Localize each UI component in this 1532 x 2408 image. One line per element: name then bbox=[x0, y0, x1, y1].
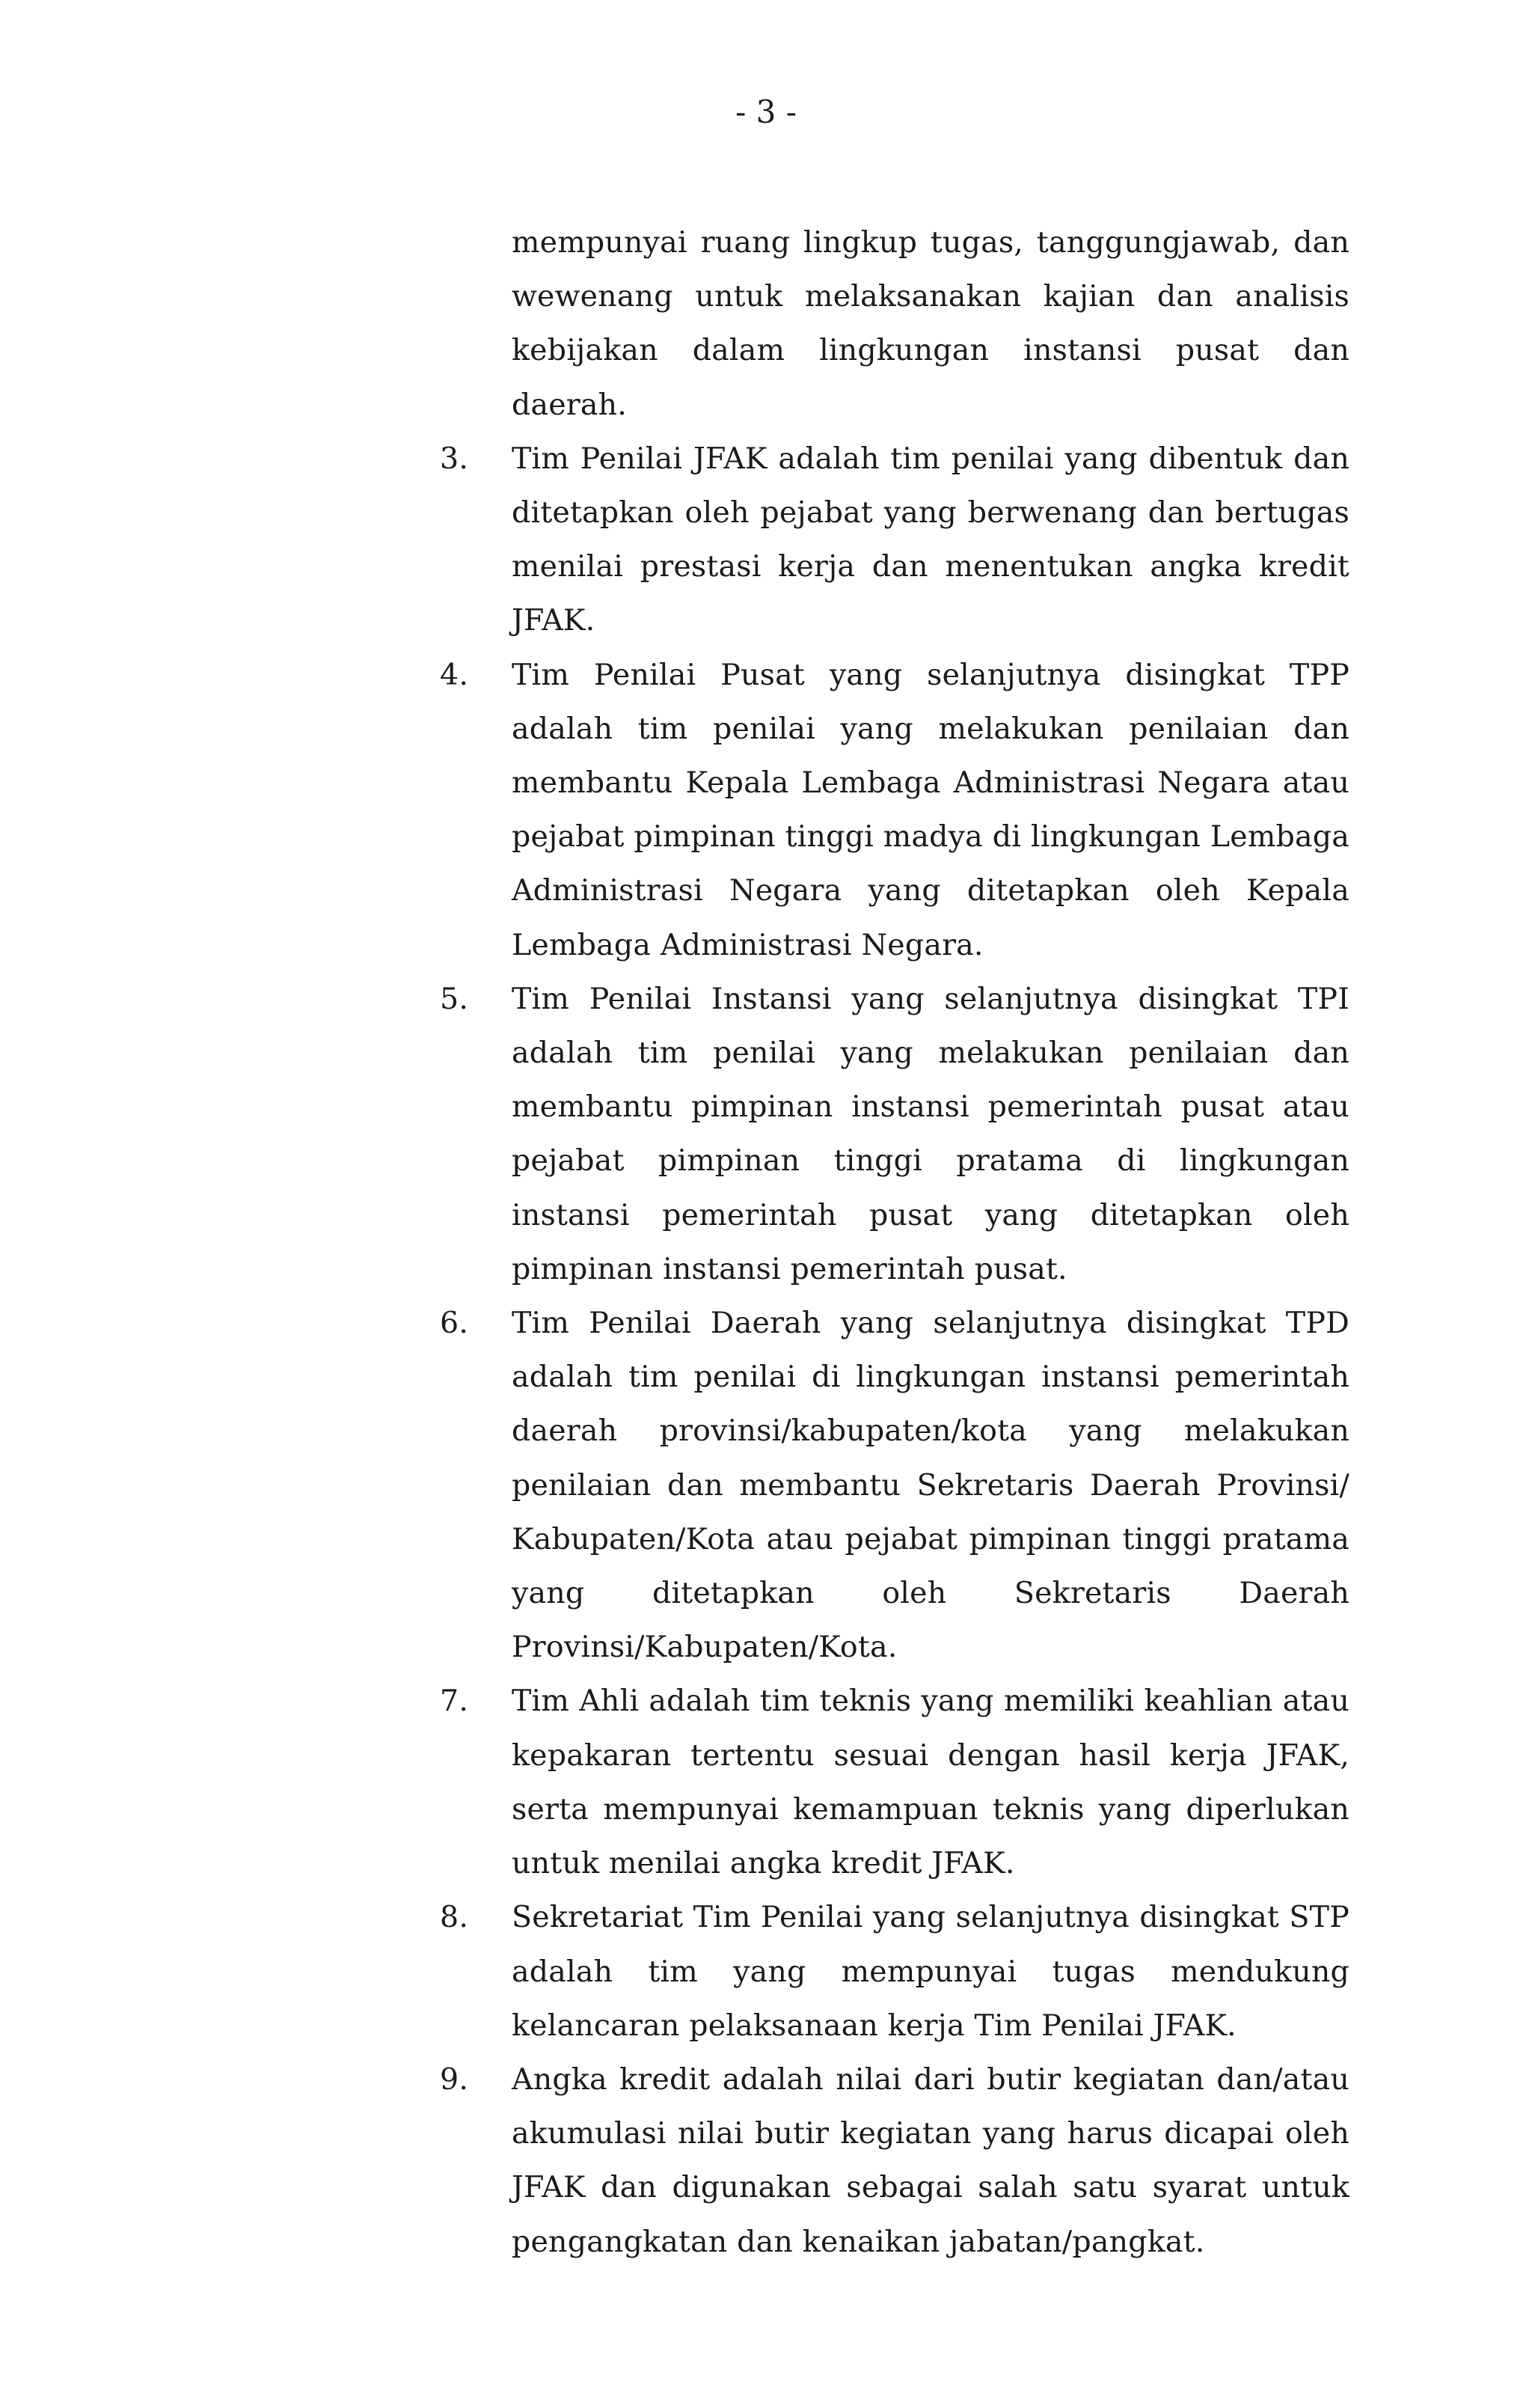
page-number: - 3 - bbox=[735, 94, 797, 130]
item-text: Tim Penilai Pusat yang selanjutnya disingkat TPP adalah tim penilai yang melakukan penilaian dan membantu Kepala Lembaga Administrasi Negara atau pejabat pimpinan tinggi madya di lingkungan Lembaga Administrasi Negara yang ditetapkan oleh Kepala Lembaga Administrasi Negara. bbox=[512, 657, 1349, 962]
item-text: Angka kredit adalah nilai dari butir kegiatan dan/atau akumulasi nilai butir kegiatan yang harus dicapai oleh JFAK dan digunakan sebagai salah satu syarat untuk pengangkatan dan kenaikan jabatan/pangkat. bbox=[512, 2062, 1349, 2259]
list-item bbox=[440, 648, 1349, 972]
item-number: 3. bbox=[440, 441, 469, 476]
definitions-list bbox=[440, 216, 1349, 2269]
list-item bbox=[440, 432, 1349, 648]
item-number: 7. bbox=[440, 1684, 469, 1719]
list-item bbox=[440, 1674, 1349, 1890]
item-text: Tim Penilai Daerah yang selanjutnya disingkat TPD adalah tim penilai di lingkungan instansi pemerintah daerah provinsi/kabupaten/kota yang melakukan penilaian dan membantu Sekretaris Daerah Provinsi/ Kabupaten/Kota atau pejabat pimpinan tinggi pratama yang ditetapkan oleh Sekretaris Daerah Provinsi/Kabupaten/Kota. bbox=[512, 1306, 1349, 1665]
item-number: 9. bbox=[440, 2062, 469, 2097]
continuation-paragraph: mempunyai ruang lingkup tugas, tanggungjawab, dan wewenang untuk melaksanakan kajian dan analisis kebijakan dalam lingkungan instansi pusat dan daerah. bbox=[512, 225, 1349, 422]
list-item bbox=[440, 972, 1349, 1296]
item-number: 6. bbox=[440, 1306, 469, 1341]
item-number: 5. bbox=[440, 981, 469, 1016]
list-item bbox=[440, 1296, 1349, 1674]
item-text: Tim Penilai JFAK adalah tim penilai yang dibentuk dan ditetapkan oleh pejabat yang berwenang dan bertugas menilai prestasi kerja dan menentukan angka kredit JFAK. bbox=[512, 441, 1349, 638]
item-text: Sekretariat Tim Penilai yang selanjutnya disingkat STP adalah tim yang mempunyai tugas mendukung kelancaran pelaksanaan kerja Tim Penilai JFAK. bbox=[512, 1900, 1349, 2043]
item-text: Tim Ahli adalah tim teknis yang memiliki keahlian atau kepakaran tertentu sesuai dengan hasil kerja JFAK, serta mempunyai kemampuan teknis yang diperlukan untuk menilai angka kredit JFAK. bbox=[512, 1684, 1349, 1881]
item-number: 8. bbox=[440, 1900, 469, 1935]
item-number: 4. bbox=[440, 657, 469, 692]
item-text: Tim Penilai Instansi yang selanjutnya disingkat TPI adalah tim penilai yang melakukan penilaian dan membantu pimpinan instansi pemerintah pusat atau pejabat pimpinan tinggi pratama di lingkungan instansi pemerintah pusat yang ditetapkan oleh pimpinan instansi pemerintah pusat. bbox=[512, 981, 1349, 1286]
list-item bbox=[440, 2053, 1349, 2269]
list-item bbox=[440, 1890, 1349, 2053]
